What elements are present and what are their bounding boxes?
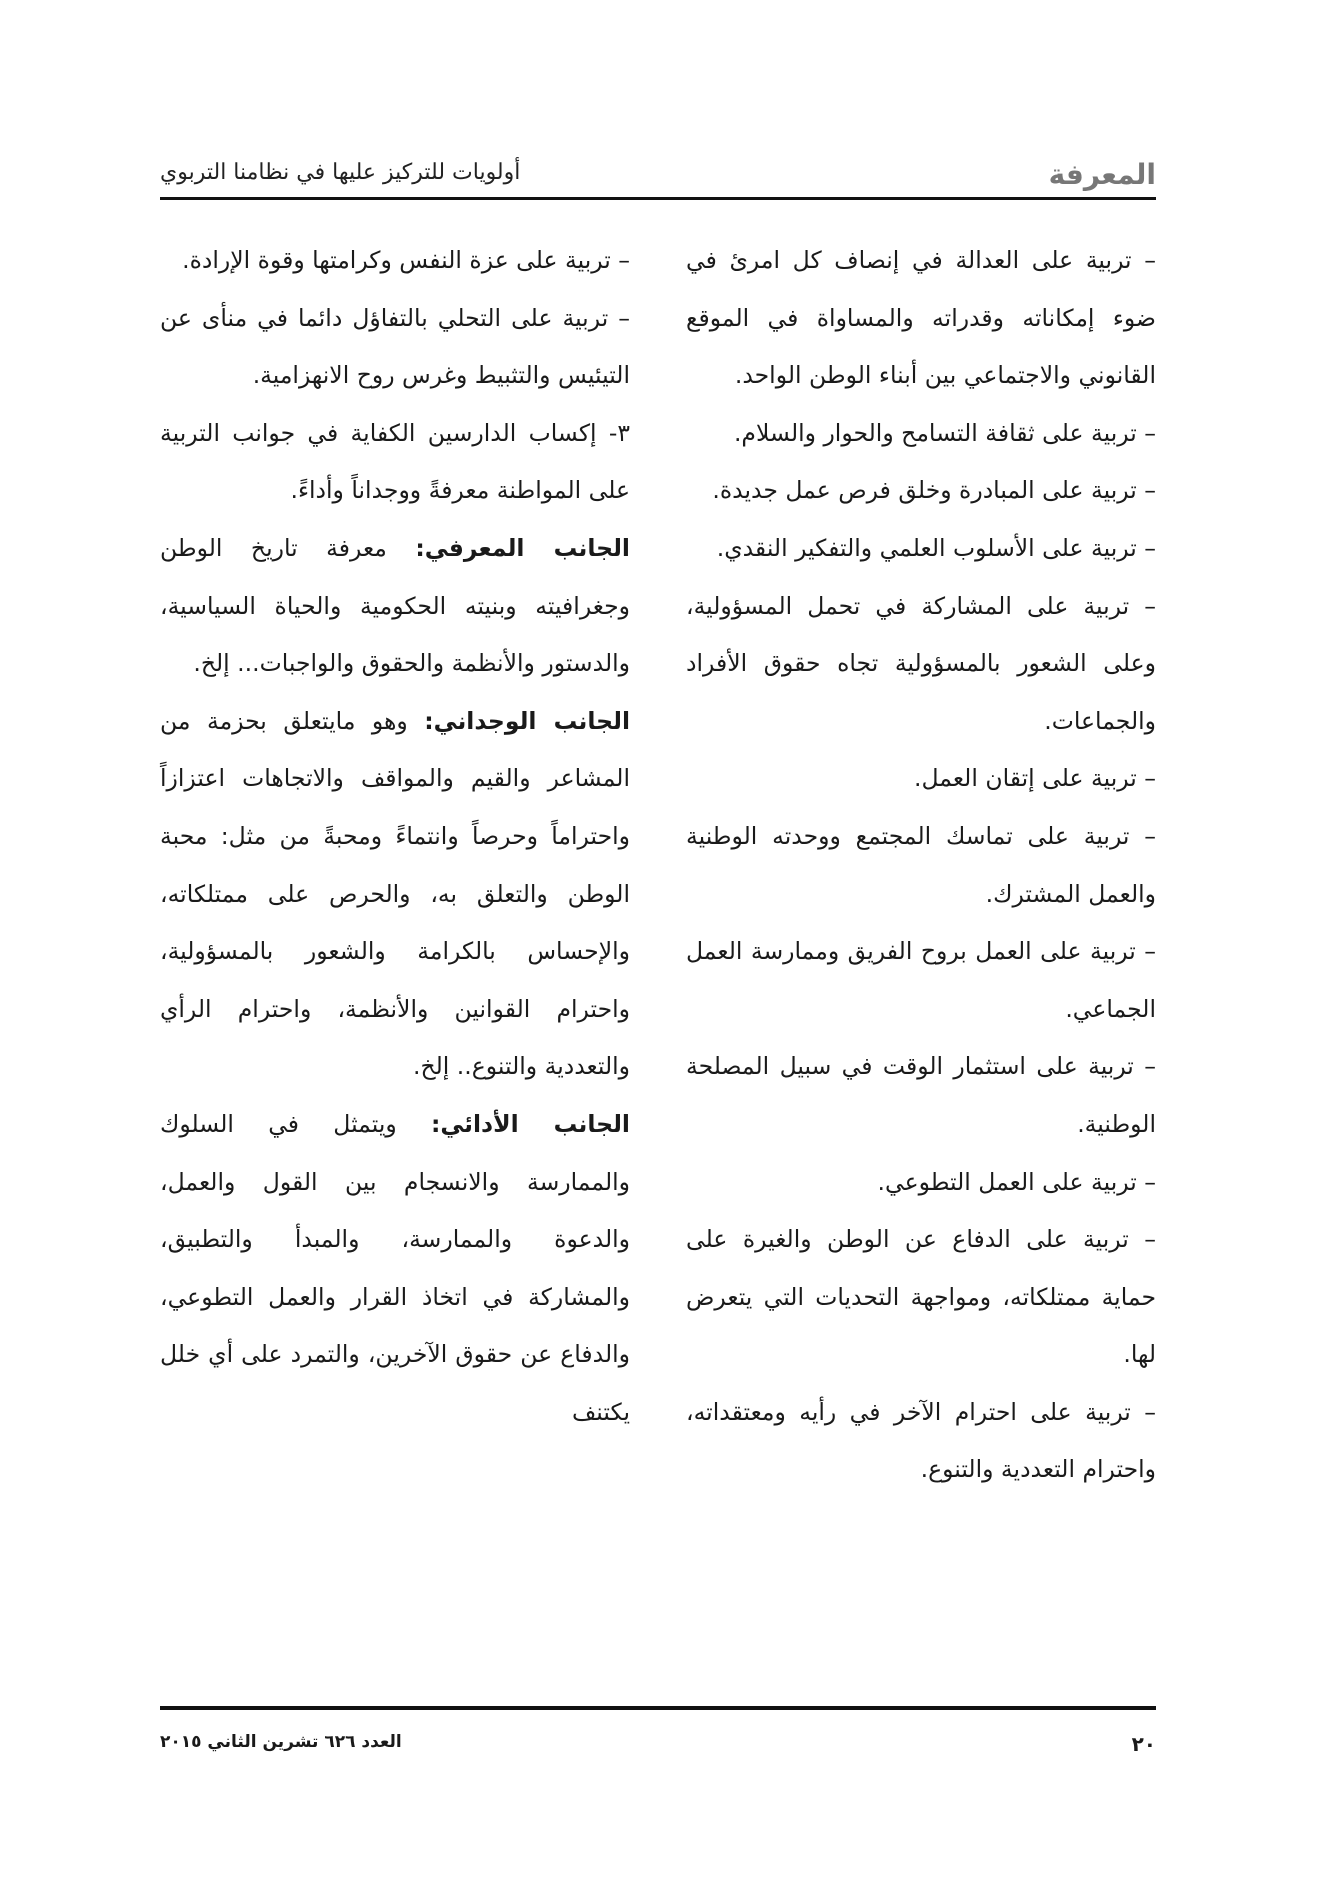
bullet-paragraph: – تربية على العمل بروح الفريق وممارسة العمل الجماعي.	[686, 937, 1156, 1023]
footer-rule	[160, 1706, 1156, 1710]
bullet-paragraph: – تربية على العدالة في إنصاف كل امرئ في ضوء إمكاناته وقدراته والمساواة في الموقع القانوني والاجتماعي بين أبناء الوطن الواحد.	[686, 246, 1156, 390]
running-title: أولويات للتركيز عليها في نظامنا التربوي	[160, 160, 521, 185]
paragraph-text: ويتمثل في السلوك والممارسة والانسجام بين القول والعمل، والدعوة والممارسة، والمبدأ والتطبيق، والمشاركة في اتخاذ القرار والعمل التطوعي، والدفاع عن حقوق الآخرين، والتمرد على أي خلل يكتنف	[160, 1109, 630, 1426]
left-column	[160, 232, 630, 1441]
paragraph-text: ٣- إكساب الدارسين الكفاية في جوانب التربية على المواطنة معرفةً ووجداناً وأداءً.	[160, 418, 630, 505]
paragraph-text: – تربية على عزة النفس وكرامتها وقوة الإرادة.	[182, 246, 630, 274]
page-number: ٢٠	[1131, 1732, 1156, 1756]
bullet-paragraph: – تربية على إتقان العمل.	[913, 764, 1156, 793]
numbered-paragraph	[160, 405, 630, 520]
bullet-paragraph: – تربية على استثمار الوقت في سبيل المصلحة الوطنية.	[686, 1052, 1156, 1138]
bullet-paragraph: – تربية على تماسك المجتمع ووحدته الوطنية والعمل المشترك.	[686, 821, 1156, 908]
magazine-logo: المعرفة	[1048, 158, 1156, 191]
bullet-paragraph: – تربية على ثقافة التسامح والحوار والسلام.	[733, 418, 1156, 447]
bullet-paragraph	[160, 290, 630, 405]
paragraph-lead: الجانب الأدائي:	[431, 1109, 630, 1138]
paragraph-text: وهو مايتعلق بحزمة من المشاعر والقيم والمواقف والاتجاهات اعتزازاً واحتراماً وحرصاً وانتماءً ومحبةً من مثل: محبة الوطن والتعلق به، والحرص على ممتلكاته، والإحساس بالكرامة والشعور بالمسؤولية، واحترام القوانين والأنظمة، واحترام الرأي والتعددية والتنوع.. إلخ.	[160, 706, 630, 1081]
bullet-paragraph: – تربية على العمل التطوعي.	[877, 1167, 1156, 1196]
bullet-paragraph: – تربية على احترام الآخر في رأيه ومعتقداته، واحترام التعددية والتنوع.	[686, 1397, 1156, 1484]
masthead	[160, 158, 1156, 198]
bullet-paragraph: – تربية على الدفاع عن الوطن والغيرة على حماية ممتلكاته، ومواجهة التحديات التي يتعرض لها.	[686, 1225, 1156, 1369]
header-rule	[160, 197, 1156, 200]
paragraph-text: – تربية على التحلي بالتفاؤل دائما في منأى عن التيئيس والتثبيط وغرس روح الانهزامية.	[160, 303, 630, 390]
affective-aspect-paragraph	[160, 693, 630, 1096]
performance-aspect-paragraph	[160, 1096, 630, 1442]
paragraph-text: معرفة تاريخ الوطن وجغرافيته وبنيته الحكومية والحياة السياسية، والدستور والأنظمة والحقوق والواجبات... إلخ.	[160, 533, 630, 678]
paragraph-lead: الجانب المعرفي:	[415, 533, 630, 562]
bullet-paragraph: – تربية على المبادرة وخلق فرص عمل جديدة.	[712, 476, 1156, 505]
bullet-paragraph	[160, 232, 630, 290]
bullet-paragraph: – تربية على الأسلوب العلمي والتفكير النقدي.	[716, 533, 1156, 562]
paragraph-lead: الجانب الوجداني:	[424, 706, 630, 735]
right-column	[686, 232, 1156, 1499]
bullet-paragraph: – تربية على المشاركة في تحمل المسؤولية، وعلى الشعور بالمسؤولية تجاه حقوق الأفراد والجماعات.	[686, 591, 1156, 735]
cognitive-aspect-paragraph	[160, 520, 630, 693]
issue-info: العدد ٦٢٦ تشرين الثاني ٢٠١٥	[160, 1732, 402, 1752]
